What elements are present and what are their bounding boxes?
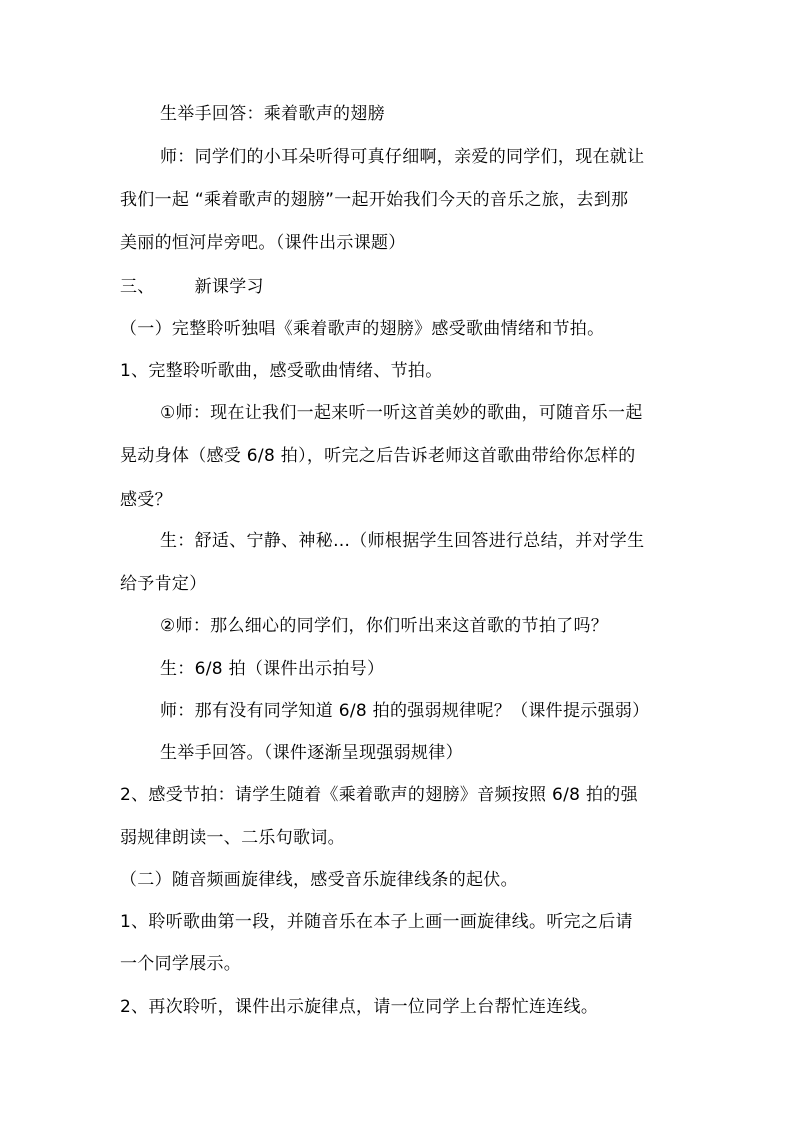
paragraph-line: 师：同学们的小耳朵听得可真仔细啊，亲爱的同学们，现在就让 (160, 147, 645, 167)
paragraph-line: 生举手回答：乘着歌声的翅膀 (160, 104, 385, 124)
paragraph-line: 美丽的恒河岸旁吧。（课件出示课题） (120, 233, 406, 253)
paragraph-line: 生举手回答。（课件逐渐呈现强弱规律） (160, 743, 463, 763)
paragraph-line: 弱规律朗读一、二乐句歌词。 (120, 828, 345, 848)
paragraph-line: 师：那有没有同学知道 6/8 拍的强弱规律呢？（课件提示强弱） (160, 701, 650, 721)
paragraph-line: 一个同学展示。 (120, 954, 242, 974)
section-heading (120, 275, 264, 299)
paragraph-line: 1、完整聆听歌曲，感受歌曲情绪、节拍。 (120, 361, 443, 381)
paragraph-line: 我们一起 “乘着歌声的翅膀”一起开始我们今天的音乐之旅，去到那 (120, 190, 629, 210)
subsection-heading: （一）完整聆听独唱《乘着歌声的翅膀》感受歌曲情绪和节拍。 (120, 319, 605, 339)
section-title: 新课学习 (194, 277, 264, 297)
paragraph-line: 晃动身体（感受 6/8 拍），听完之后告诉老师这首歌曲带给你怎样的 (120, 446, 636, 466)
paragraph-line: 感受？ (120, 490, 172, 510)
section-number: 三、 (120, 277, 155, 297)
subsection-heading: （二）随音频画旋律线，感受音乐旋律线条的起伏。 (120, 870, 518, 890)
paragraph-line: 生：舒适、宁静、神秘…（师根据学生回答进行总结，并对学生 (160, 531, 645, 551)
paragraph-line: 2、再次聆听，课件出示旋律点，请一位同学上台帮忙连连线。 (120, 997, 599, 1017)
paragraph-line: 1、聆听歌曲第一段，并随音乐在本子上画一画旋律线。听完之后请 (120, 912, 633, 932)
paragraph-line: 2、感受节拍：请学生随着《乘着歌声的翅膀》音频按照 6/8 拍的强 (120, 785, 638, 805)
paragraph-line: 给予肯定） (120, 574, 207, 594)
paragraph-line: ①师：现在让我们一起来听一听这首美妙的歌曲，可随音乐一起 (160, 403, 643, 423)
paragraph-line: ②师：那么细心的同学们，你们听出来这首歌的节拍了吗？ (160, 616, 609, 636)
paragraph-line: 生：6/8 拍（课件出示拍号） (160, 659, 385, 679)
